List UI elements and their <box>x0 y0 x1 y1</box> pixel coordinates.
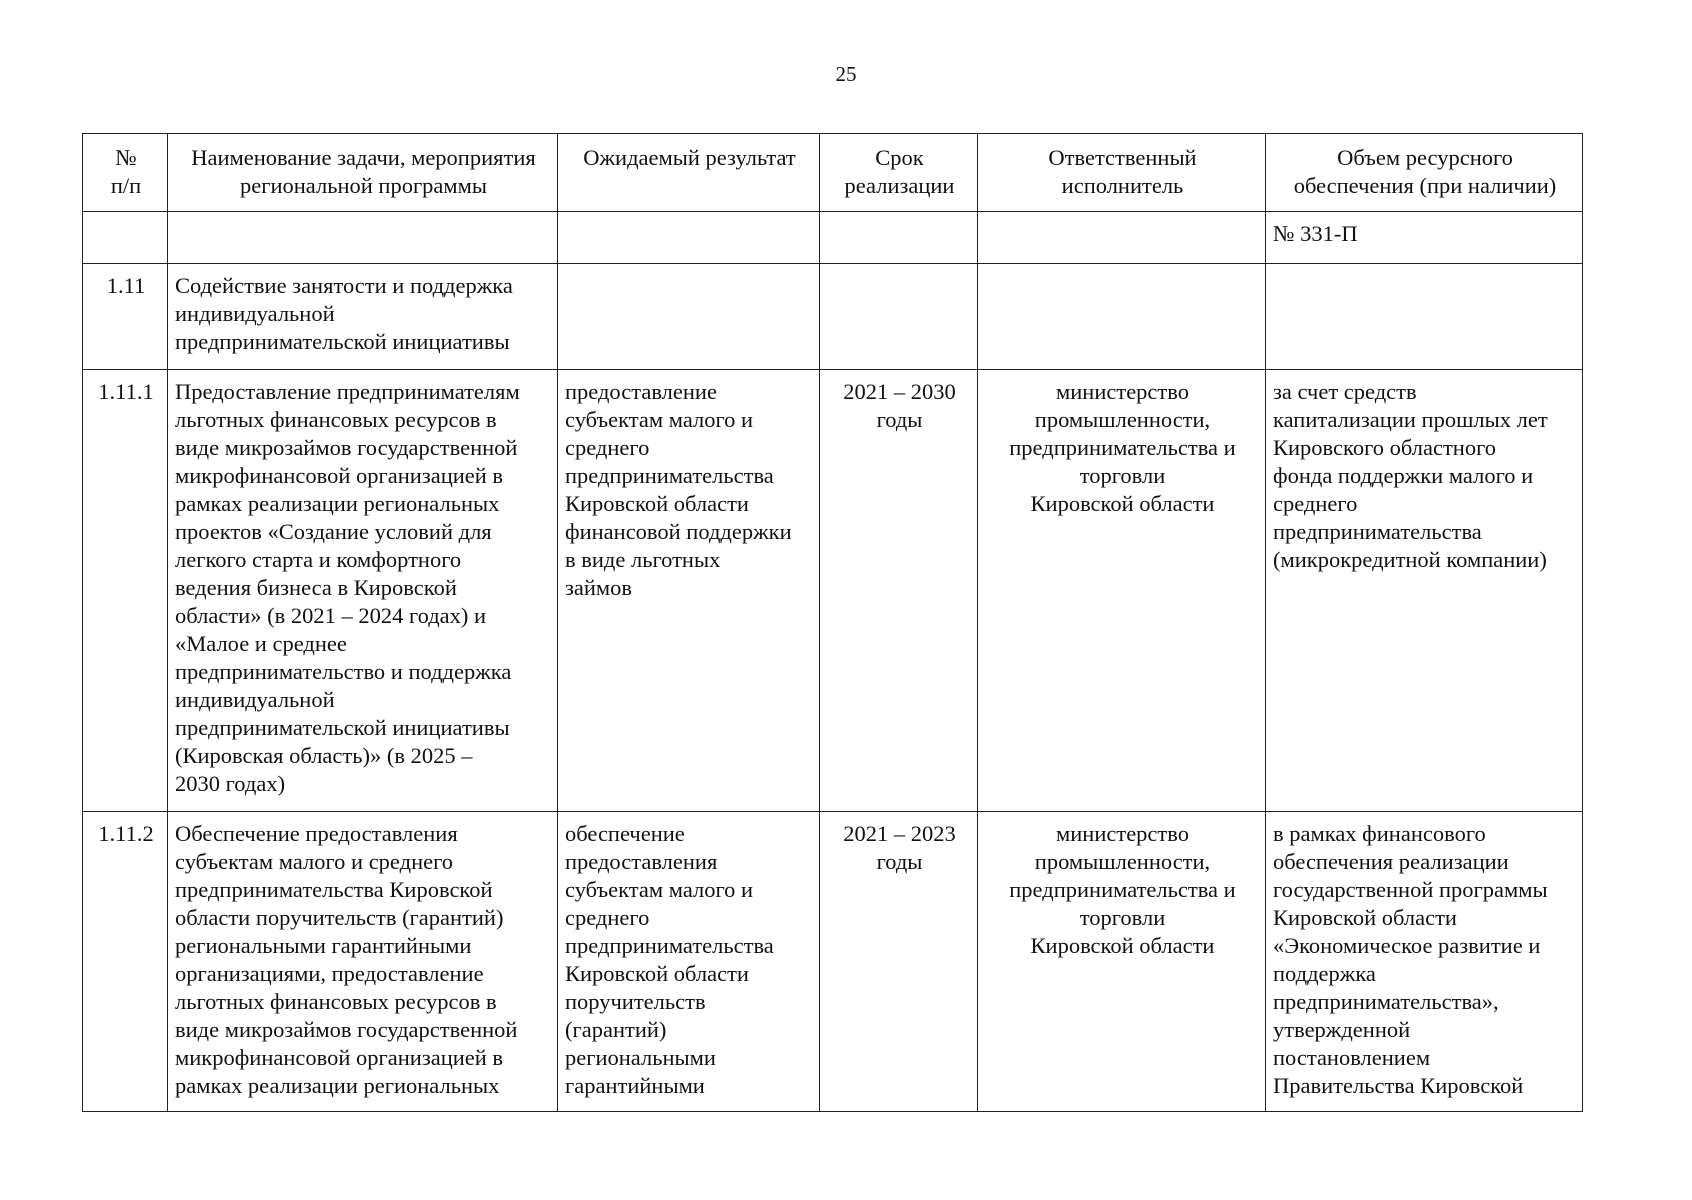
header-resources: Объем ресурсного обеспечения (при наличии) <box>1266 134 1583 212</box>
cell-empty <box>820 264 978 370</box>
cell-empty <box>168 212 558 264</box>
header-result: Ожидаемый результат <box>558 134 820 212</box>
header-num: № п/п <box>83 134 168 212</box>
cell-result: обеспечение предоставления субъектам малого и среднего предпринимательства Кировской области поручительств (гарантий) региональными гарантийными <box>558 812 820 1112</box>
program-table <box>82 133 1583 1112</box>
cell-empty <box>558 212 820 264</box>
cell-executor: министерство промышленности, предпринимательства и торговли Кировской области <box>978 370 1266 812</box>
cell-empty <box>978 212 1266 264</box>
cell-executor: министерство промышленности, предпринимательства и торговли Кировской области <box>978 812 1266 1112</box>
table-row-continuation <box>83 212 1583 264</box>
cell-term: 2021 – 2023 годы <box>820 812 978 1112</box>
header-executor: Ответственный исполнитель <box>978 134 1266 212</box>
cell-num: 1.11.2 <box>83 812 168 1112</box>
cell-resources: № 331-П <box>1266 212 1583 264</box>
cell-term: 2021 – 2030 годы <box>820 370 978 812</box>
cell-name: Обеспечение предоставления субъектам малого и среднего предпринимательства Кировской области поручительств (гарантий) региональными гарантийными организациями, предоставление льготных финансовых ресурсов в виде микрозаймов государственной микрофинансовой организацией в рамках реализации региональных <box>168 812 558 1112</box>
cell-empty <box>978 264 1266 370</box>
header-term: Срок реализации <box>820 134 978 212</box>
table-header-row <box>83 134 1583 212</box>
page-number: 25 <box>835 62 857 86</box>
cell-name: Предоставление предпринимателям льготных финансовых ресурсов в виде микрозаймов государственной микрофинансовой организацией в рамках реализации региональных проектов «Создание условий для легкого старта и комфортного ведения бизнеса в Кировской области» (в 2021 – 2024 годах) и «Малое и среднее предпринимательство и поддержка индивидуальной предпринимательской инициативы (Кировская область)» (в 2025 – 2030 годах) <box>168 370 558 812</box>
table-row <box>83 370 1583 812</box>
table-row <box>83 812 1583 1112</box>
cell-num: 1.11.1 <box>83 370 168 812</box>
cell-num: 1.11 <box>83 264 168 370</box>
cell-name: Содействие занятости и поддержка индивидуальной предпринимательской инициативы <box>168 264 558 370</box>
table-row <box>83 264 1583 370</box>
cell-empty <box>1266 264 1583 370</box>
cell-empty <box>83 212 168 264</box>
cell-resources: в рамках финансового обеспечения реализации государственной программы Кировской области «Экономическое развитие и поддержка предпринимательства», утвержденной постановлением Правительства Кировской <box>1266 812 1583 1112</box>
cell-resources: за счет средств капитализации прошлых лет Кировского областного фонда поддержки малого и среднего предпринимательства (микрокредитной компании) <box>1266 370 1583 812</box>
cell-empty <box>558 264 820 370</box>
header-name: Наименование задачи, мероприятия региональной программы <box>168 134 558 212</box>
cell-empty <box>820 212 978 264</box>
cell-result: предоставление субъектам малого и среднего предпринимательства Кировской области финансовой поддержки в виде льготных займов <box>558 370 820 812</box>
